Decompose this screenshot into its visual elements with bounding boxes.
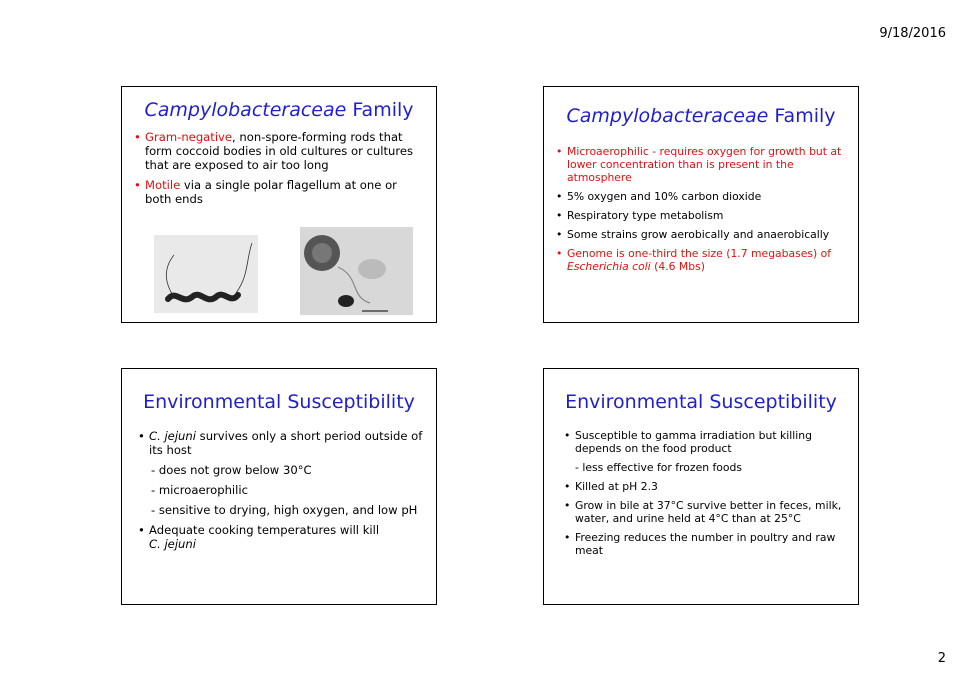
- bullet: • 5% oxygen and 10% carbon dioxide: [556, 190, 848, 203]
- bullet: • Adequate cooking temperatures will kill C. jejuni: [138, 523, 426, 551]
- slide-4-title: Environmental Susceptibility: [565, 391, 837, 413]
- slide-3-title: Environmental Susceptibility: [143, 391, 415, 413]
- sub-bullet: - microaerophilic: [151, 483, 248, 497]
- bullet: • Genome is one-third the size (1.7 megabases) of Escherichia coli (4.6 Mbs): [556, 247, 848, 273]
- bullet: • Grow in bile at 37°C survive better in feces, milk, water, and urine held at 4°C than at 25°C: [564, 499, 848, 525]
- slide-1-body: [134, 130, 426, 212]
- sub-bullet: - sensitive to drying, high oxygen, and low pH: [151, 503, 418, 517]
- bullet: • Killed at pH 2.3: [564, 480, 848, 493]
- bacteria-micrograph-image: [154, 235, 258, 313]
- bullet: • Motile via a single polar flagellum at one or both ends: [134, 178, 426, 206]
- bullet: • Freezing reduces the number in poultry and raw meat: [564, 531, 848, 557]
- slide-3: [121, 368, 437, 605]
- bullet: • Gram-negative, non-spore-forming rods that form coccoid bodies in old cultures or cultures that are exposed to air too long: [134, 130, 426, 172]
- bullet: • Susceptible to gamma irradiation but killing depends on the food product: [564, 429, 848, 455]
- bullet: • Respiratory type metabolism: [556, 209, 848, 222]
- date: 9/18/2016: [879, 26, 946, 41]
- sub-bullet: - less effective for frozen foods: [575, 461, 742, 474]
- coccoid-micrograph-image: [300, 227, 413, 315]
- slide-1-title: Campylobacteraceae Family: [144, 99, 414, 121]
- sub-bullet: - does not grow below 30°C: [151, 463, 312, 477]
- page-number: 2: [937, 651, 946, 666]
- slide-4-body: [564, 429, 848, 563]
- slide-3-body: [138, 429, 426, 557]
- slide-2: [543, 86, 859, 323]
- slide-2-body: [556, 145, 848, 279]
- bullet: • Some strains grow aerobically and anaerobically: [556, 228, 848, 241]
- slide-1: [121, 86, 437, 323]
- bullet: • C. jejuni survives only a short period outside of its host: [138, 429, 426, 457]
- slide-2-title: Campylobacteraceae Family: [566, 105, 836, 127]
- slide-4: [543, 368, 859, 605]
- bullet: • Microaerophilic - requires oxygen for growth but at lower concentration than is present in the atmosphere: [556, 145, 848, 184]
